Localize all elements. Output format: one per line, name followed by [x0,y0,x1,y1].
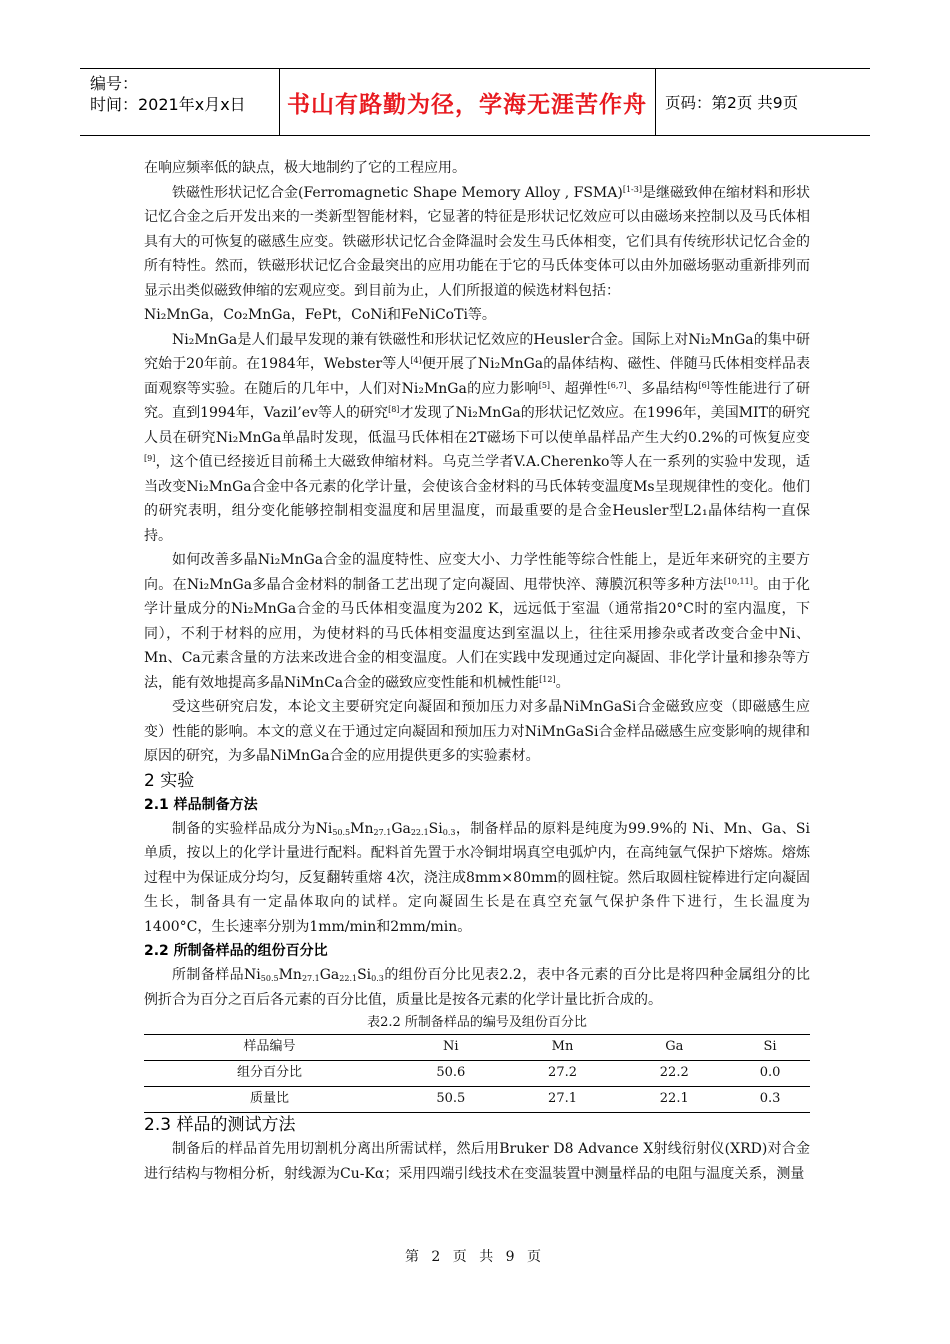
paragraph: 如何改善多晶Ni₂MnGa合金的温度特性、应变大小、力学性能等综合性能上，是近年来研究的主要方向。在Ni₂MnGa多晶合金材料的制备工艺出现了定向凝固、甩带快淬、薄膜沉积等多种方法[10,11]。由于化学计量成分的Ni₂MnGa合金的马氏体相变温度为202 K，远远低于室温（通常指20°C时的室内温度，下同），不利于材料的应用，为使材料的马氏体相变温度达到室温以上，往往采用掺杂或者改变合金中Ni、Mn、Ca元素含量的方法来改进合金的相变温度。人们在实践中发现通过定向凝固、非化学计量和掺杂等方法，能有效地提高多晶NiMnCa合金的磁致应变性能和机械性能[12]。 [144,552,810,691]
table-cell: 组分百分比 [144,1061,395,1087]
table-header-cell: 样品编号 [243,1039,296,1055]
paragraph: 受这些研究启发，本论文主要研究定向凝固和预加压力对多晶NiMnGaSi合金磁致应变（即磁感生应变）性能的影响。本文的意义在于通过定向凝固和预加压力对NiMnGaSi合金样品磁感生应变影响的规律和原因的研究，为多晶NiMnGa合金的应用提供更多的实验素材。 [144,699,810,764]
table-cell: 27.2 [507,1061,619,1087]
table-header-cell: Si [763,1039,777,1055]
table-cell: 50.5 [436,1091,466,1107]
header-divider [655,69,656,135]
table-cell: 22.2 [618,1061,730,1087]
subsection-heading: 2.3 样品的测试方法 [144,1115,296,1135]
paragraph: Ni₂MnGa，Co₂MnGa，FePt，CoNi和FeNiCoTi等。 [144,307,496,323]
table-row [144,1087,810,1113]
citation: [6] [698,380,710,390]
citation: [12] [539,674,556,684]
table-cell: 27.1 [548,1091,577,1107]
table-header-cell: Mn [551,1039,574,1055]
citation: [8] [388,405,400,414]
table-cell: 50.6 [395,1061,507,1087]
page-footer: 第 2 页 共 9 页 [404,1249,546,1265]
table-cell: 0.3 [759,1091,781,1107]
table-caption: 表2.2 所制备样品的编号及组份百分比 [367,1015,587,1030]
paragraph: 制备后的样品首先用切割机分离出所需试样，然后用Bruker D8 Advance X射线衍射仪(XRD)对合金进行结构与物相分析，射线源为Cu-Kα；采用四端引线技术在变温装置中测量样品的电阻与温度关系，测量 [144,1141,810,1182]
paragraph: 在响应频率低的缺点，极大地制约了它的工程应用。 [144,160,466,176]
table-header-row [144,1035,810,1061]
article-body [144,156,810,1186]
citation: [4] [410,356,422,365]
page-header [80,68,870,136]
doc-number-label: 编号： [90,74,139,93]
header-meta [90,73,270,115]
paragraph: 制备的实验样品成分为$Ni_{50.5}Mn_{27.1}Ga_{22.1}Si_{0.3}$，制备样品的原料是纯度为99.9%的 Ni、Mn、Ga、Si单质，按以上的化学计量进行配料。配料首先置于水冷铜坩埚真空电弧炉内，在高纯氩气保护下熔炼。熔炼过程中为保证成分均匀，反复翻转重熔 4次，浇注成8mm×80mm的圆柱锭。然后取圆柱锭棒进行定向凝固生长，制备具有一定晶体取向的试样。定向凝固生长是在真空充氩气保护条件下进行，生长温度为1400°C，生长速率分别为1mm/min和2mm/min。 [144,820,810,935]
table-header-cell: Ni [443,1039,459,1055]
paragraph: Ni₂MnGa是人们最早发现的兼有铁磁性和形状记忆效应的Heusler合金。国际上对Ni₂MnGa的集中研究始于20年前。在1984年，Webster等人[4]便开展了Ni₂MnGa的晶体结构、磁性、伴随马氏体相变样品表面观察等实验。在随后的几年中，人们对Ni₂MnGa的应力影响[5]、超弹性[6,7]、多晶结构[6]等性能进行了研究。直到1994年，Vazil’ev等人的研究[8]才发现了Ni₂MnGa的形状记忆效应。在1996年，美国MIT的研究人员在研究Ni₂MnGa单晶时发现，低温马氏体相在2T磁场下可以使单晶样品产生大约0.2%的可恢复应变[9]，这个值已经接近目前稀土大磁致伸缩材料。乌克兰学者V.A.Cherenko等人在一系列的实验中发现，适当改变Ni₂MnGa合金中各元素的化学计量，会使该合金材料的马氏体转变温度Ms呈现规律性的变化。他们的研究表明，组分变化能够控制相变温度和居里温度，而最重要的是合金Heusler型L2₁晶体结构一直保持。 [144,331,810,544]
header-page-number: 页码：第2页 共9页 [665,94,799,112]
table-row [144,1061,810,1087]
doc-date-label: 时间：2021年x月x日 [90,95,246,114]
table-cell: 0.0 [730,1061,810,1087]
table-header-cell: Ga [665,1039,684,1055]
citation: [9] [144,454,156,463]
table-cell: 质量比 [249,1091,289,1107]
citation: [5] [538,380,551,390]
citation: [6,7] [607,380,627,390]
paragraph: 铁磁性形状记忆合金(Ferromagnetic Shape Memory Alloy , FSMA)[1-3]是继磁致伸在缩材料和形状记忆合金之后开发出来的一类新型智能材料，它显著的特征是形状记忆效应可以由磁场来控制以及马氏体相具有大的可恢复的磁感生应变。铁磁形状记忆合金降温时会发生马氏体相变，它们具有传统形状记忆合金的所有特性。然而，铁磁形状记忆合金最突出的应用功能在于它的马氏体变体可以由外加磁场驱动重新排列而显示出类似磁致伸缩的宏观应变。到目前为止，人们所报道的候选材料包括： [144,184,810,299]
citation: [10,11] [723,576,753,586]
table-cell: 22.1 [659,1091,689,1107]
subsection-heading: 2.2 所制备样品的组份百分比 [144,943,328,959]
composition-table [144,1034,810,1113]
subsection-heading: 2.1 样品制备方法 [144,796,258,813]
header-motto: 书山有路勤为径，学海无涯苦作舟 [287,91,647,118]
paragraph: 所制备样品$Ni_{50.5}Mn_{27.1}Ga_{22.1}Si_{0.3}$的组份百分比见表2.2，表中各元素的百分比是将四种金属组分的比例折合为百分之百后各元素的百分比值，质量比是按各元素的化学计量比折合成的。 [144,967,810,1008]
section-heading: 2 实验 [144,770,195,791]
citation: [1-3] [622,184,642,194]
